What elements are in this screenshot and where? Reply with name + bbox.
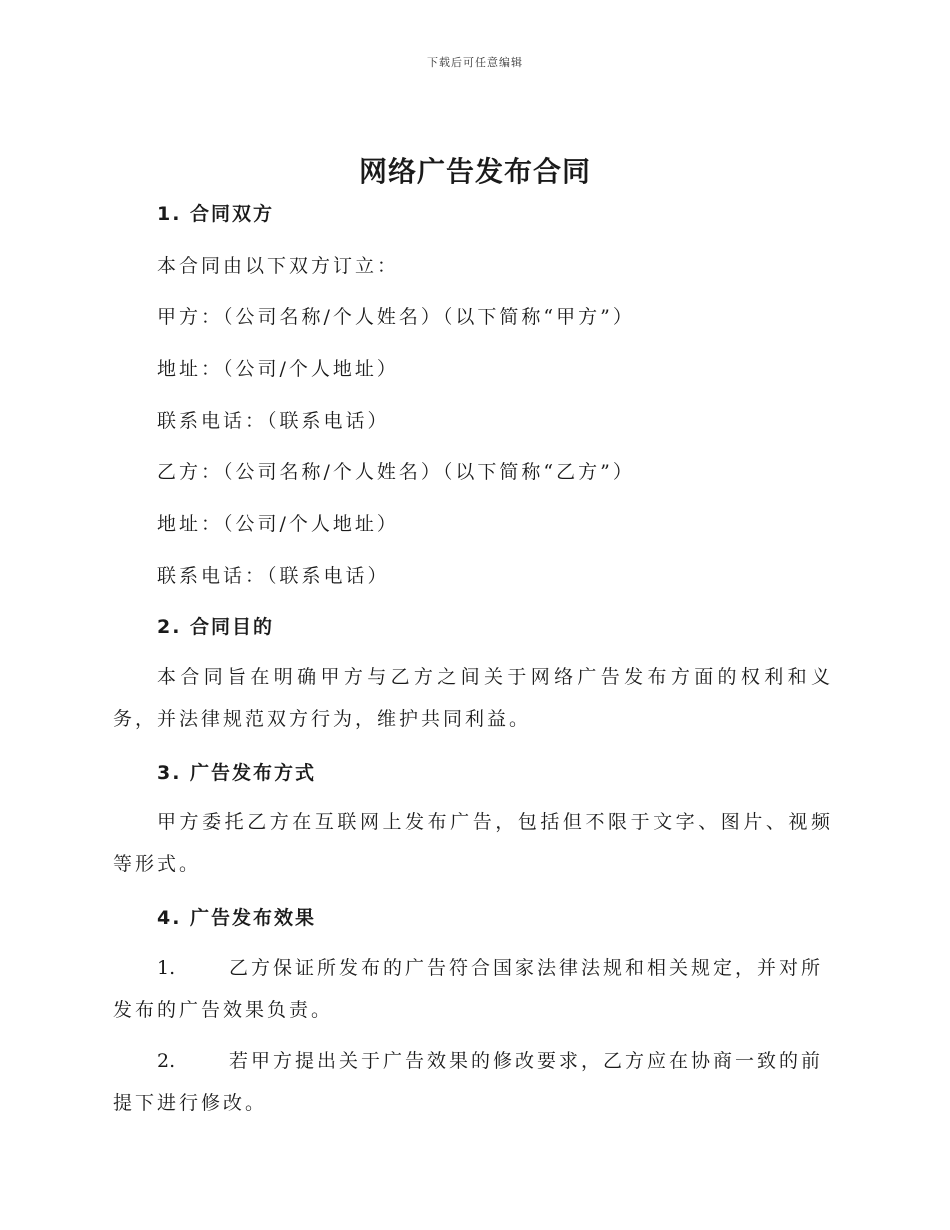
party-b-phone: 联系电话：（联系电话） [157, 565, 390, 587]
purpose-paragraph: 本合同旨在明确甲方与乙方之间关于网络广告发布方面的权利和义务，并法律规范双方行为，维护共同利益。 [113, 666, 833, 730]
party-b-line: 乙方：（公司名称/个人姓名）（以下简称“乙方”） [157, 461, 635, 483]
party-a-phone: 联系电话：（联系电话） [157, 410, 390, 432]
party-b-address: 地址：（公司/个人地址） [157, 513, 399, 535]
section-heading-effect: 4. 广告发布效果 [157, 907, 317, 929]
section-heading-purpose: 2. 合同目的 [157, 616, 275, 638]
list-item-text: 若甲方提出关于广告效果的修改要求，乙方应在协商一致的前提下进行修改。 [113, 1050, 824, 1114]
list-item-number: 1. [157, 957, 176, 979]
section-heading-method: 3. 广告发布方式 [157, 762, 317, 784]
list-item [113, 947, 833, 1031]
party-a-address: 地址：（公司/个人地址） [157, 358, 399, 380]
list-item-number: 2. [157, 1050, 176, 1072]
list-item [113, 1040, 833, 1124]
document-title: 网络广告发布合同 [358, 155, 591, 188]
party-a-line: 甲方：（公司名称/个人姓名）（以下简称“甲方”） [157, 306, 635, 328]
header-note: 下载后可任意编辑 [427, 56, 523, 69]
section-heading-parties: 1. 合同双方 [157, 203, 275, 225]
list-item-text: 乙方保证所发布的广告符合国家法律法规和相关规定，并对所发布的广告效果负责。 [113, 957, 824, 1021]
parties-intro: 本合同由以下双方订立： [157, 255, 400, 277]
method-paragraph: 甲方委托乙方在互联网上发布广告，包括但不限于文字、图片、视频等形式。 [113, 811, 833, 875]
